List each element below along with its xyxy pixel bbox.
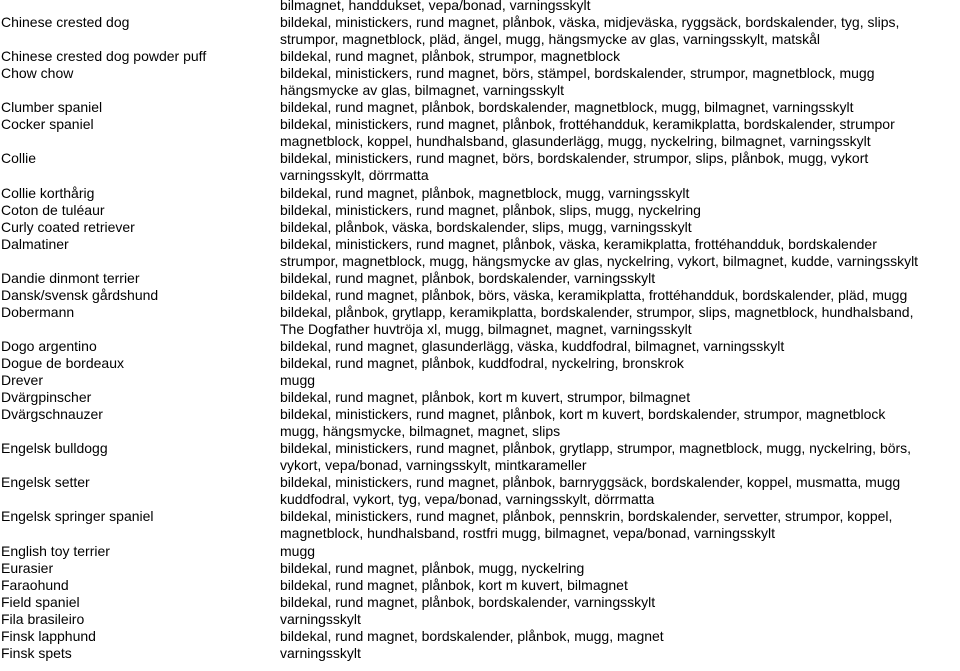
- breed-name: Collie korthårig: [1, 184, 95, 201]
- product-line: bilmagnet, handdukset, vepa/bonad, varningsskylt: [280, 0, 591, 13]
- breed-name: Eurasier: [1, 559, 54, 576]
- product-line: bildekal, ministickers, rund magnet, plånbok, grytlapp, strumpor, magnetblock, mugg, nyckelring, börs,: [280, 440, 912, 457]
- product-list: [280, 304, 959, 338]
- breed-name: Dogue de bordeaux: [1, 354, 124, 371]
- table-row: [0, 594, 960, 611]
- product-line: strumpor, magnetblock, mugg, hängsmycke av glas, nyckelring, vykort, bilmagnet, kudde, varningsskylt: [280, 252, 919, 269]
- table-row: [0, 99, 960, 116]
- product-line: mugg, hängsmycke, bilmagnet, magnet, slips: [280, 423, 561, 440]
- table-row: [0, 270, 960, 287]
- product-line: bildekal, rund magnet, plånbok, mugg, nyckelring: [280, 559, 585, 576]
- table-row: [0, 287, 960, 304]
- breed-name: Dvärgschnauzer: [1, 406, 103, 423]
- table-row: [0, 116, 960, 150]
- product-list: [280, 236, 959, 270]
- table-row: [0, 355, 960, 372]
- breed-name: Dalmatiner: [1, 235, 69, 252]
- product-line: bildekal, ministickers, rund magnet, börs, bordskalender, strumpor, slips, plånbok, mugg, vykort: [280, 150, 869, 167]
- product-line: bildekal, rund magnet, bordskalender, plånbok, mugg, magnet: [280, 627, 664, 644]
- product-line: bildekal, ministickers, rund magnet, plånbok, pennskrin, bordskalender, servetter, strumpor, koppel,: [280, 508, 893, 525]
- product-list: [280, 628, 959, 645]
- product-list: [280, 474, 959, 508]
- product-list: [280, 202, 959, 219]
- table-row: [0, 577, 960, 594]
- product-line: mugg: [280, 542, 316, 559]
- product-list: [280, 65, 959, 99]
- breed-name: Field spaniel: [1, 593, 80, 610]
- product-line: strumpor, magnetblock, pläd, ängel, mugg, hängsmycke av glas, varningsskylt, matskål: [280, 31, 821, 48]
- table-row: [0, 219, 960, 236]
- product-line: magnetblock, hundhalsband, rostfri mugg, bilmagnet, vepa/bonad, varningsskylt: [280, 525, 775, 542]
- breed-name: Dogo argentino: [1, 337, 97, 354]
- breed-name: Engelsk springer spaniel: [1, 508, 154, 525]
- product-line: bildekal, rund magnet, plånbok, bordskalender, magnetblock, mugg, bilmagnet, varningsskylt: [280, 99, 854, 116]
- breed-name: Engelsk setter: [1, 474, 90, 491]
- product-list: [280, 355, 959, 372]
- product-line: bildekal, rund magnet, plånbok, kuddfodral, nyckelring, bronskrok: [280, 354, 684, 371]
- product-line: bildekal, ministickers, rund magnet, plånbok, barnryggsäck, bordskalender, koppel, musmatta, mugg: [280, 474, 901, 491]
- product-line: bildekal, rund magnet, plånbok, bordskalender, varningsskylt: [280, 593, 656, 610]
- table-row: [0, 543, 960, 560]
- product-line: mugg: [280, 372, 316, 389]
- product-list: [280, 116, 959, 150]
- product-line: bildekal, rund magnet, plånbok, bordskalender, varningsskylt: [280, 269, 656, 286]
- table-row: [0, 185, 960, 202]
- product-list: [280, 0, 959, 14]
- product-line: bildekal, ministickers, rund magnet, plånbok, frottéhandduk, keramikplatta, bordskalender, strumpor: [280, 116, 895, 133]
- product-line: varningsskylt: [280, 610, 361, 627]
- product-line: bildekal, rund magnet, plånbok, magnetblock, mugg, varningsskylt: [280, 184, 690, 201]
- breed-name: Finsk spets: [1, 644, 72, 661]
- product-line: bildekal, rund magnet, plånbok, strumpor, magnetblock: [280, 48, 621, 65]
- product-line: bildekal, ministickers, rund magnet, plånbok, slips, mugg, nyckelring: [280, 201, 701, 218]
- table-row: [0, 611, 960, 628]
- breed-name: Engelsk bulldogg: [1, 440, 108, 457]
- product-list: [280, 611, 959, 628]
- product-list: [280, 14, 959, 48]
- product-line: kuddfodral, vykort, tyg, vepa/bonad, varningsskylt, dörrmatta: [280, 491, 655, 508]
- product-line: bildekal, ministickers, rund magnet, börs, stämpel, bordskalender, strumpor, magnetblock, mugg: [280, 65, 875, 82]
- table-row: [0, 202, 960, 219]
- breed-name: Dandie dinmont terrier: [1, 269, 140, 286]
- product-list: [280, 48, 959, 65]
- table-row: [0, 14, 960, 48]
- product-line: varningsskylt: [280, 644, 361, 661]
- product-line: bildekal, ministickers, rund magnet, plånbok, väska, midjeväska, ryggsäck, bordskalender, tyg, slips,: [280, 14, 900, 31]
- table-row: [0, 474, 960, 508]
- product-list: [280, 185, 959, 202]
- breed-name: Dobermann: [1, 303, 75, 320]
- product-list: [280, 508, 959, 542]
- product-line: bildekal, plånbok, väska, bordskalender, slips, mugg, varningsskylt: [280, 218, 692, 235]
- breed-name: Drever: [1, 372, 44, 389]
- product-list: [280, 389, 959, 406]
- table-row: [0, 304, 960, 338]
- table-row: [0, 508, 960, 542]
- table-row: [0, 389, 960, 406]
- product-line: bildekal, ministickers, rund magnet, plånbok, kort m kuvert, bordskalender, strumpor, magnetblock: [280, 406, 886, 423]
- breed-name: Finsk lapphund: [1, 627, 96, 644]
- breed-name: Chinese crested dog: [1, 14, 130, 31]
- table-row: [0, 372, 960, 389]
- product-line: magnetblock, koppel, hundhalsband, glasunderlägg, mugg, nyckelring, bilmagnet, varningsskylt: [280, 133, 871, 150]
- product-line: The Dogfather huvtröja xl, mugg, bilmagnet, magnet, varningsskylt: [280, 320, 692, 337]
- product-line: bildekal, plånbok, grytlapp, keramikplatta, bordskalender, strumpor, slips, magnetblock, hundhalsband,: [280, 303, 914, 320]
- table-row: [0, 645, 960, 662]
- product-list: [280, 594, 959, 611]
- breed-name: Curly coated retriever: [1, 218, 135, 235]
- product-list: [280, 440, 959, 474]
- table-row: [0, 406, 960, 440]
- product-line: varningsskylt, dörrmatta: [280, 167, 429, 184]
- product-list: [280, 406, 959, 440]
- product-line: hängsmycke av glas, bilmagnet, varningsskylt: [280, 82, 565, 99]
- product-list: [280, 338, 959, 355]
- product-list: [280, 150, 959, 184]
- product-line: bildekal, ministickers, rund magnet, plånbok, väska, keramikplatta, frottéhandduk, bordskalender: [280, 235, 877, 252]
- product-list: [280, 372, 959, 389]
- product-list: [280, 99, 959, 116]
- product-line: bildekal, rund magnet, glasunderlägg, väska, kuddfodral, bilmagnet, varningsskylt: [280, 337, 785, 354]
- table-row: [0, 65, 960, 99]
- breed-name: Fila brasileiro: [1, 610, 85, 627]
- product-list: [280, 270, 959, 287]
- product-line: vykort, vepa/bonad, varningsskylt, mintkarameller: [280, 457, 587, 474]
- product-line: bildekal, rund magnet, plånbok, börs, väska, keramikplatta, frottéhandduk, bordskalender, pläd, mugg: [280, 286, 908, 303]
- breed-name: Chow chow: [1, 65, 74, 82]
- product-list: [280, 219, 959, 236]
- breed-name: Collie: [1, 150, 37, 167]
- product-list: [280, 560, 959, 577]
- product-line: bildekal, rund magnet, plånbok, kort m kuvert, bilmagnet: [280, 576, 628, 593]
- table-row: [0, 628, 960, 645]
- breed-name: Dansk/svensk gårdshund: [1, 286, 159, 303]
- product-list: [280, 645, 959, 662]
- product-list: [280, 577, 959, 594]
- breed-name: Faraohund: [1, 576, 69, 593]
- product-list: [280, 543, 959, 560]
- product-list: [280, 287, 959, 304]
- breed-name: Dvärgpinscher: [1, 389, 92, 406]
- breed-name: Clumber spaniel: [1, 99, 103, 116]
- table-row: [0, 48, 960, 65]
- table-row: [0, 338, 960, 355]
- breed-name: English toy terrier: [1, 542, 110, 559]
- table-row: [0, 440, 960, 474]
- breed-name: Coton de tuléaur: [1, 201, 105, 218]
- breed-name: Cocker spaniel: [1, 116, 94, 133]
- breed-name: Chinese crested dog powder puff: [1, 48, 207, 65]
- table-row: [0, 236, 960, 270]
- table-row: [0, 0, 960, 14]
- table-row: [0, 560, 960, 577]
- product-line: bildekal, rund magnet, plånbok, kort m kuvert, strumpor, bilmagnet: [280, 389, 691, 406]
- table-row: [0, 150, 960, 184]
